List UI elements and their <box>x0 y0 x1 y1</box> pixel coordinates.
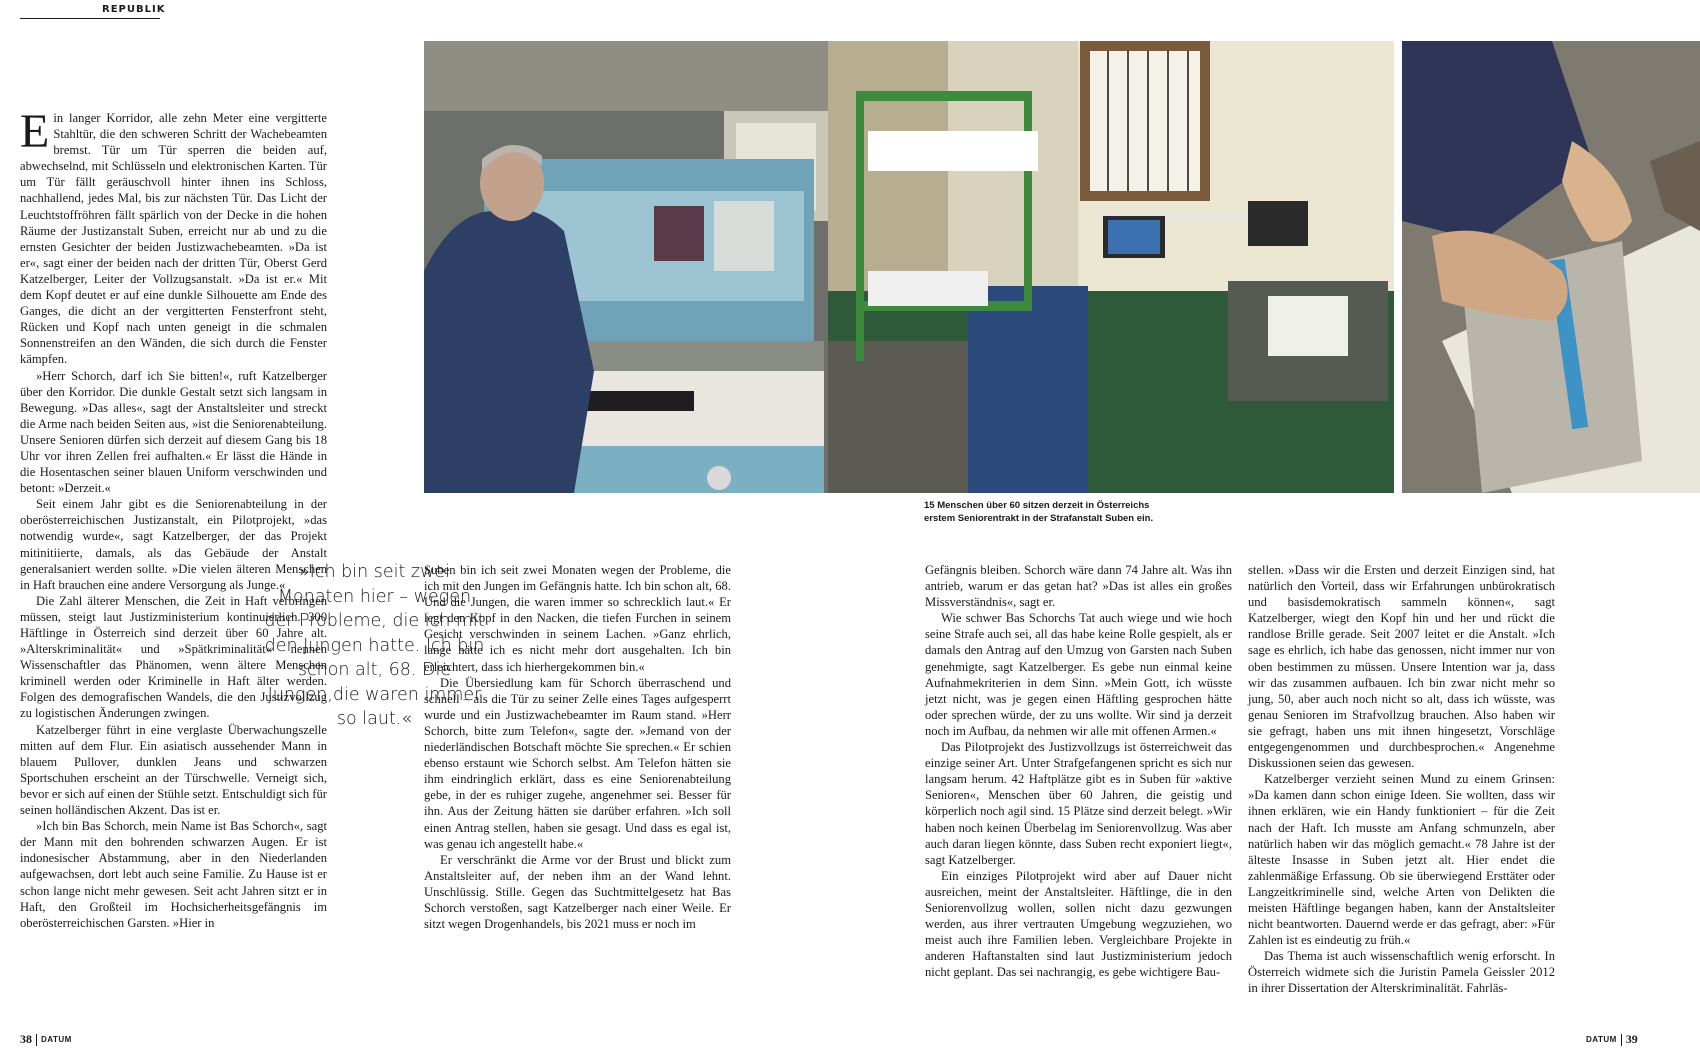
article-column-3 <box>925 562 1232 980</box>
photo-caption <box>924 499 1184 525</box>
footer-divider <box>1621 1034 1622 1046</box>
paragraph: »Ich bin Bas Schorch, mein Name ist Bas Schorch«, sagt der Mann mit den bohrenden schwarzen Augen. Er ist indonesischer Abstammung, aber in den Niederlanden aufgewachsen, dort lebt auch seine Familie. Zu Hause ist er schon lange nicht mehr gewesen. Seit acht Jahren sitzt er in Haft, den Großteil im Hochsicherheitsgefängnis im oberösterreichischen Garsten. »Hier in <box>20 819 327 930</box>
header-rule <box>20 18 160 19</box>
paragraph: Katzelberger führt in eine verglaste Überwachungszelle mitten auf dem Flur. Ein asiatisch aussehender Mann in blauem Pullover, dunklen Jeans und schwarzen Sportschuhen erscheint an der Türschwelle. Verneigt sich, bevor er sich auf einen der Stühle setzt. Entschuldigt sich für seinen holländischen Akzent. Das ist er. <box>20 722 327 818</box>
photo-bookbinding-hands-graphic <box>1402 41 1700 493</box>
paragraph <box>20 105 327 368</box>
caption-line-1: 15 Menschen über 60 sitzen derzeit in Österreichs <box>924 500 1150 511</box>
photo-prison-cell <box>828 41 1394 493</box>
drop-cap: E <box>20 105 50 158</box>
article-column-2 <box>424 562 731 932</box>
paragraph: Suben bin ich seit zwei Monaten wegen der Probleme, die ich mit den Jungen im Gefängnis hatte. Ich bin schon alt, 68. Und die Jungen, die waren immer so schrecklich laut.« Er legt den Kopf in den Nacken, die tiefen Furchen in seinem Gesicht verschwinden in seinem Lachen. »Ganz ehrlich, lange hätte ich es nicht mehr dort ausgehalten. Ich bin erleichtert, dass ich hierhergekommen bin.« <box>424 563 731 674</box>
article-column-1 <box>20 105 327 931</box>
photo-prison-cell-graphic <box>828 41 1394 493</box>
photo-cutting-machine <box>424 41 828 493</box>
article-column-4 <box>1248 562 1555 997</box>
paragraph: Gefängnis bleiben. Schorch wäre dann 74 Jahre alt. Was ihn antrieb, warum er das getan hat? »Das ist alles ein großes Missverständnis«, sagt er. <box>925 563 1232 610</box>
paragraph: »Herr Schorch, darf ich Sie bitten!«, ruft Katzelberger über den Korridor. Die dunkle Gestalt setzt sich langsam in Bewegung. »Das alles«, sagt der Anstaltsleiter und streckt die Arme nach beiden Seiten aus, »ist die Seniorenabteilung. Unsere Senioren dürfen sich derzeit auf diesem Gang bis 18 Uhr vor ihren Zellen frei aufhalten.« Er lässt die Hände in die Hosentaschen seiner blauen Uniform verschwinden und betont: »Derzeit.« <box>20 368 327 496</box>
footer-left <box>20 1032 72 1047</box>
page-number-right: 39 <box>1625 1032 1638 1046</box>
paragraph: Katzelberger verzieht seinen Mund zu einem Grinsen: »Da kamen dann schon einige Ideen. Sie wollten, dass wir ihnen erklären, wie ein Handy funktioniert – für die Zeit nach der Haft. Ich musste am Anfang schmunzeln, aber natürlich haben wir das möglich gemacht.« 78 Jahre ist der älteste Insasse in Suben jetzt alt. Hier endet die zahlenmäßige Erfassung. Ob sie überwiegend Ersttäter oder Langzeitkriminelle sind, welche Arten von Delikten die meisten Häftlinge begangen haben, kann der Anstaltsleiter nicht beantworten. Dauernd werde er das gefragt, aber: »Für Zahlen ist es eindeutig zu früh.« <box>1248 772 1555 948</box>
paragraph: Wie schwer Bas Schorchs Tat auch wiege und wie hoch seine Strafe auch sei, all das habe keine Rolle gespielt, als er damals den Antrag auf den Umzug von Garsten nach Suben genehmigte, sagt Katzelberger. Es gebe nun einmal keine Aufnahmekriterien in dem Sinn. »Mein Gott, ich wüsste jetzt nicht, was je gegen einen Häftling gesprochen hätte oder sprechen würde, der zu uns wollte. Wir sind ja derzeit noch im Aufbau, da nehmen wir alle mit offenen Armen.« <box>925 611 1232 738</box>
paragraph: Er verschränkt die Arme vor der Brust und blickt zum Anstaltsleiter auf, der neben ihm an der Wand lehnt. Unschlüssig. Stille. Gegen das Suchtmittelgesetz hat Bas Schorch verstoßen, sagt Katzelberger nach einer Weile. Er sitzt wegen Drogenhandels, bis 2021 muss er noch im <box>424 852 731 932</box>
brand-logo-right: DATUM <box>1586 1035 1617 1044</box>
section-kicker: REPUBLIK <box>102 4 166 15</box>
footer-right <box>1586 1032 1638 1047</box>
paragraph: stellen. »Dass wir die Ersten und derzeit Einzigen sind, hat natürlich den Vorteil, dass wir Erfahrungen unbürokratisch und basisdemokratisch sammeln können«, sagt Katzelberger, wiegt den Kopf hin und her und rückt die randlose Brille gerade. Seit 2007 leitet er die Anstalt. »Ich sage es ehrlich, ich habe das genossen, nicht immer nur von oben bestimmen zu müssen. Unsere Intention war ja, dass wir das zusammen aufbauen. Ich bin zwar nicht mehr so jung, 50, aber auch noch nicht so alt, dass ich wüsste, was genau Senioren im Strafvollzug brauchen. Also haben wir sie gefragt, haben uns mit ihnen hingesetzt, Vorschläge entgegengenommen und durchbesprochen.« Angenehme Diskussionen seien das gewesen. <box>1248 563 1555 771</box>
photo-cutting-machine-graphic <box>424 41 828 493</box>
photo-bookbinding-hands <box>1402 41 1700 493</box>
footer-divider <box>36 1034 37 1046</box>
paragraph: Das Pilotprojekt des Justizvollzugs ist österreichweit das einzige seiner Art. Unter Strafgefangenen spricht es sich nur langsam herum. 42 Haftplätze gibt es in Suben für »aktive Senioren«, Menschen über 60 Jahren, die geistig und körperlich noch agil sind. 15 Plätze sind derzeit belegt. »Wir haben noch keinen Überbelag im Seniorenvollzug. Was aber auch daran liegen könnte, dass Suben recht exponiert liegt«, sagt Katzelberger. <box>925 740 1232 867</box>
paragraph-text: in langer Korridor, alle zehn Meter eine vergitterte Stahltür, die den schweren Schritt der Wachebeamten bremst. Tür um Tür sperren die beiden auf, abwechselnd, mit Schlüsseln und elektronischen Karten. Tür um Tür fällt geräuschvoll hinter ihnen ins Schloss, nachhallend, jedes Mal, bis zur nächsten Tür. Das Licht der Leuchtstoffröhren fällt spärlich von der Decke in die hohen Räume der Justizanstalt Suben, erreicht nur ab und zu die ernsten Gesichter der beiden Justizwachebeamten. »Da ist er«, sagt einer der beiden nach der dritten Tür, Oberst Gerd Katzelberger, Leiter der Vollzugsanstalt. »Da ist er.« Mit dem Kopf deutet er auf eine dunkle Silhouette am Ende des Ganges, die dicht an der vergitterten Fensterfront steht, Rücken und Kopf nach unten geneigt in die schmalen Sonnenstreifen an den Wänden, die sich durch die Fenster kämpfen. <box>20 111 327 367</box>
pull-quote: »Ich bin seit zwei Monaten hier – wegen der Probleme, die ich mit den Jungen hatte. Ich bin schon alt, 68. Die Jungen,die waren immer so laut.« <box>264 562 485 729</box>
brand-logo-left: DATUM <box>41 1035 72 1044</box>
paragraph: Seit einem Jahr gibt es die Seniorenabteilung in der oberösterreichischen Justizanstalt, ein Pilotprojekt, »das notwendig wurde«, sagt Katzelberger, der das Projekt mitinitiierte, damals, als das Gebäude der Anstalt generalsaniert werden sollte. »Die vielen älteren Menschen in Haft brauchen eine andere Versorgung als Junge.« <box>20 497 327 592</box>
caption-line-2: erstem Seniorentrakt in der Strafanstalt Suben ein. <box>924 513 1154 524</box>
paragraph: Das Thema ist auch wissenschaftlich wenig erforscht. In Österreich widmete sich die Juristin Pamela Geissler 2012 in ihrer Dissertation der Alterskriminalität. Fahrläs- <box>1248 949 1555 996</box>
page-number-left: 38 <box>20 1032 32 1046</box>
paragraph: Die Zahl älterer Menschen, die Zeit in Haft verbringen müssen, steigt laut Justizministerium kontinuierlich. 300 Häftlinge in Österreich sind derzeit über 60 Jahre alt. »Alterskriminalität« und »Spätkriminalität« nennen Wissenschaftler das Phänomen, wenn ältere Menschen kriminell werden oder Kriminelle in Haft älter werden. Folgen des demografischen Wandels, die den Justizvollzug zu logistischen Änderungen zwingen. <box>20 593 327 721</box>
paragraph: Ein einziges Pilotprojekt wird aber auf Dauer nicht ausreichen, meint der Anstaltsleiter. Häftlinge, die in den Seniorenvollzug wollen, sollen nicht dazu gezwungen werden, aus ihrer vertrauten Umgebung wegzuziehen, wo meist auch ihre Familien leben. Vergleichbare Projekte in anderen Haftanstalten sind laut Justizministerium jedoch nicht geplant. Das sei nachrangig, es gebe wichtigere Bau- <box>925 868 1232 980</box>
paragraph: Die Übersiedlung kam für Schorch überraschend und schnell – als die Tür zu seiner Zelle eines Tages aufgesperrt wurde und ein Justizwachebeamter im Raum stand. »Herr Schorch, bitte zum Telefon«, sagte der. »Jemand von der niederländischen Botschaft möchte Sie sprechen.« Er schien ebenso erstaunt wie Schorch selbst. Am Telefon hätten sie ihm eindringlich erklärt, dass es eine Seniorenabteilung gebe, in der es ruhiger zugehe, angenehmer sei. Besser für ihn. Aus der Zeitung hätten sie darüber erfahren. »Ich soll einen Antrag stellen, haben sie gesagt. Und dass es egal ist, was genau ich angestellt habe.« <box>424 675 731 851</box>
